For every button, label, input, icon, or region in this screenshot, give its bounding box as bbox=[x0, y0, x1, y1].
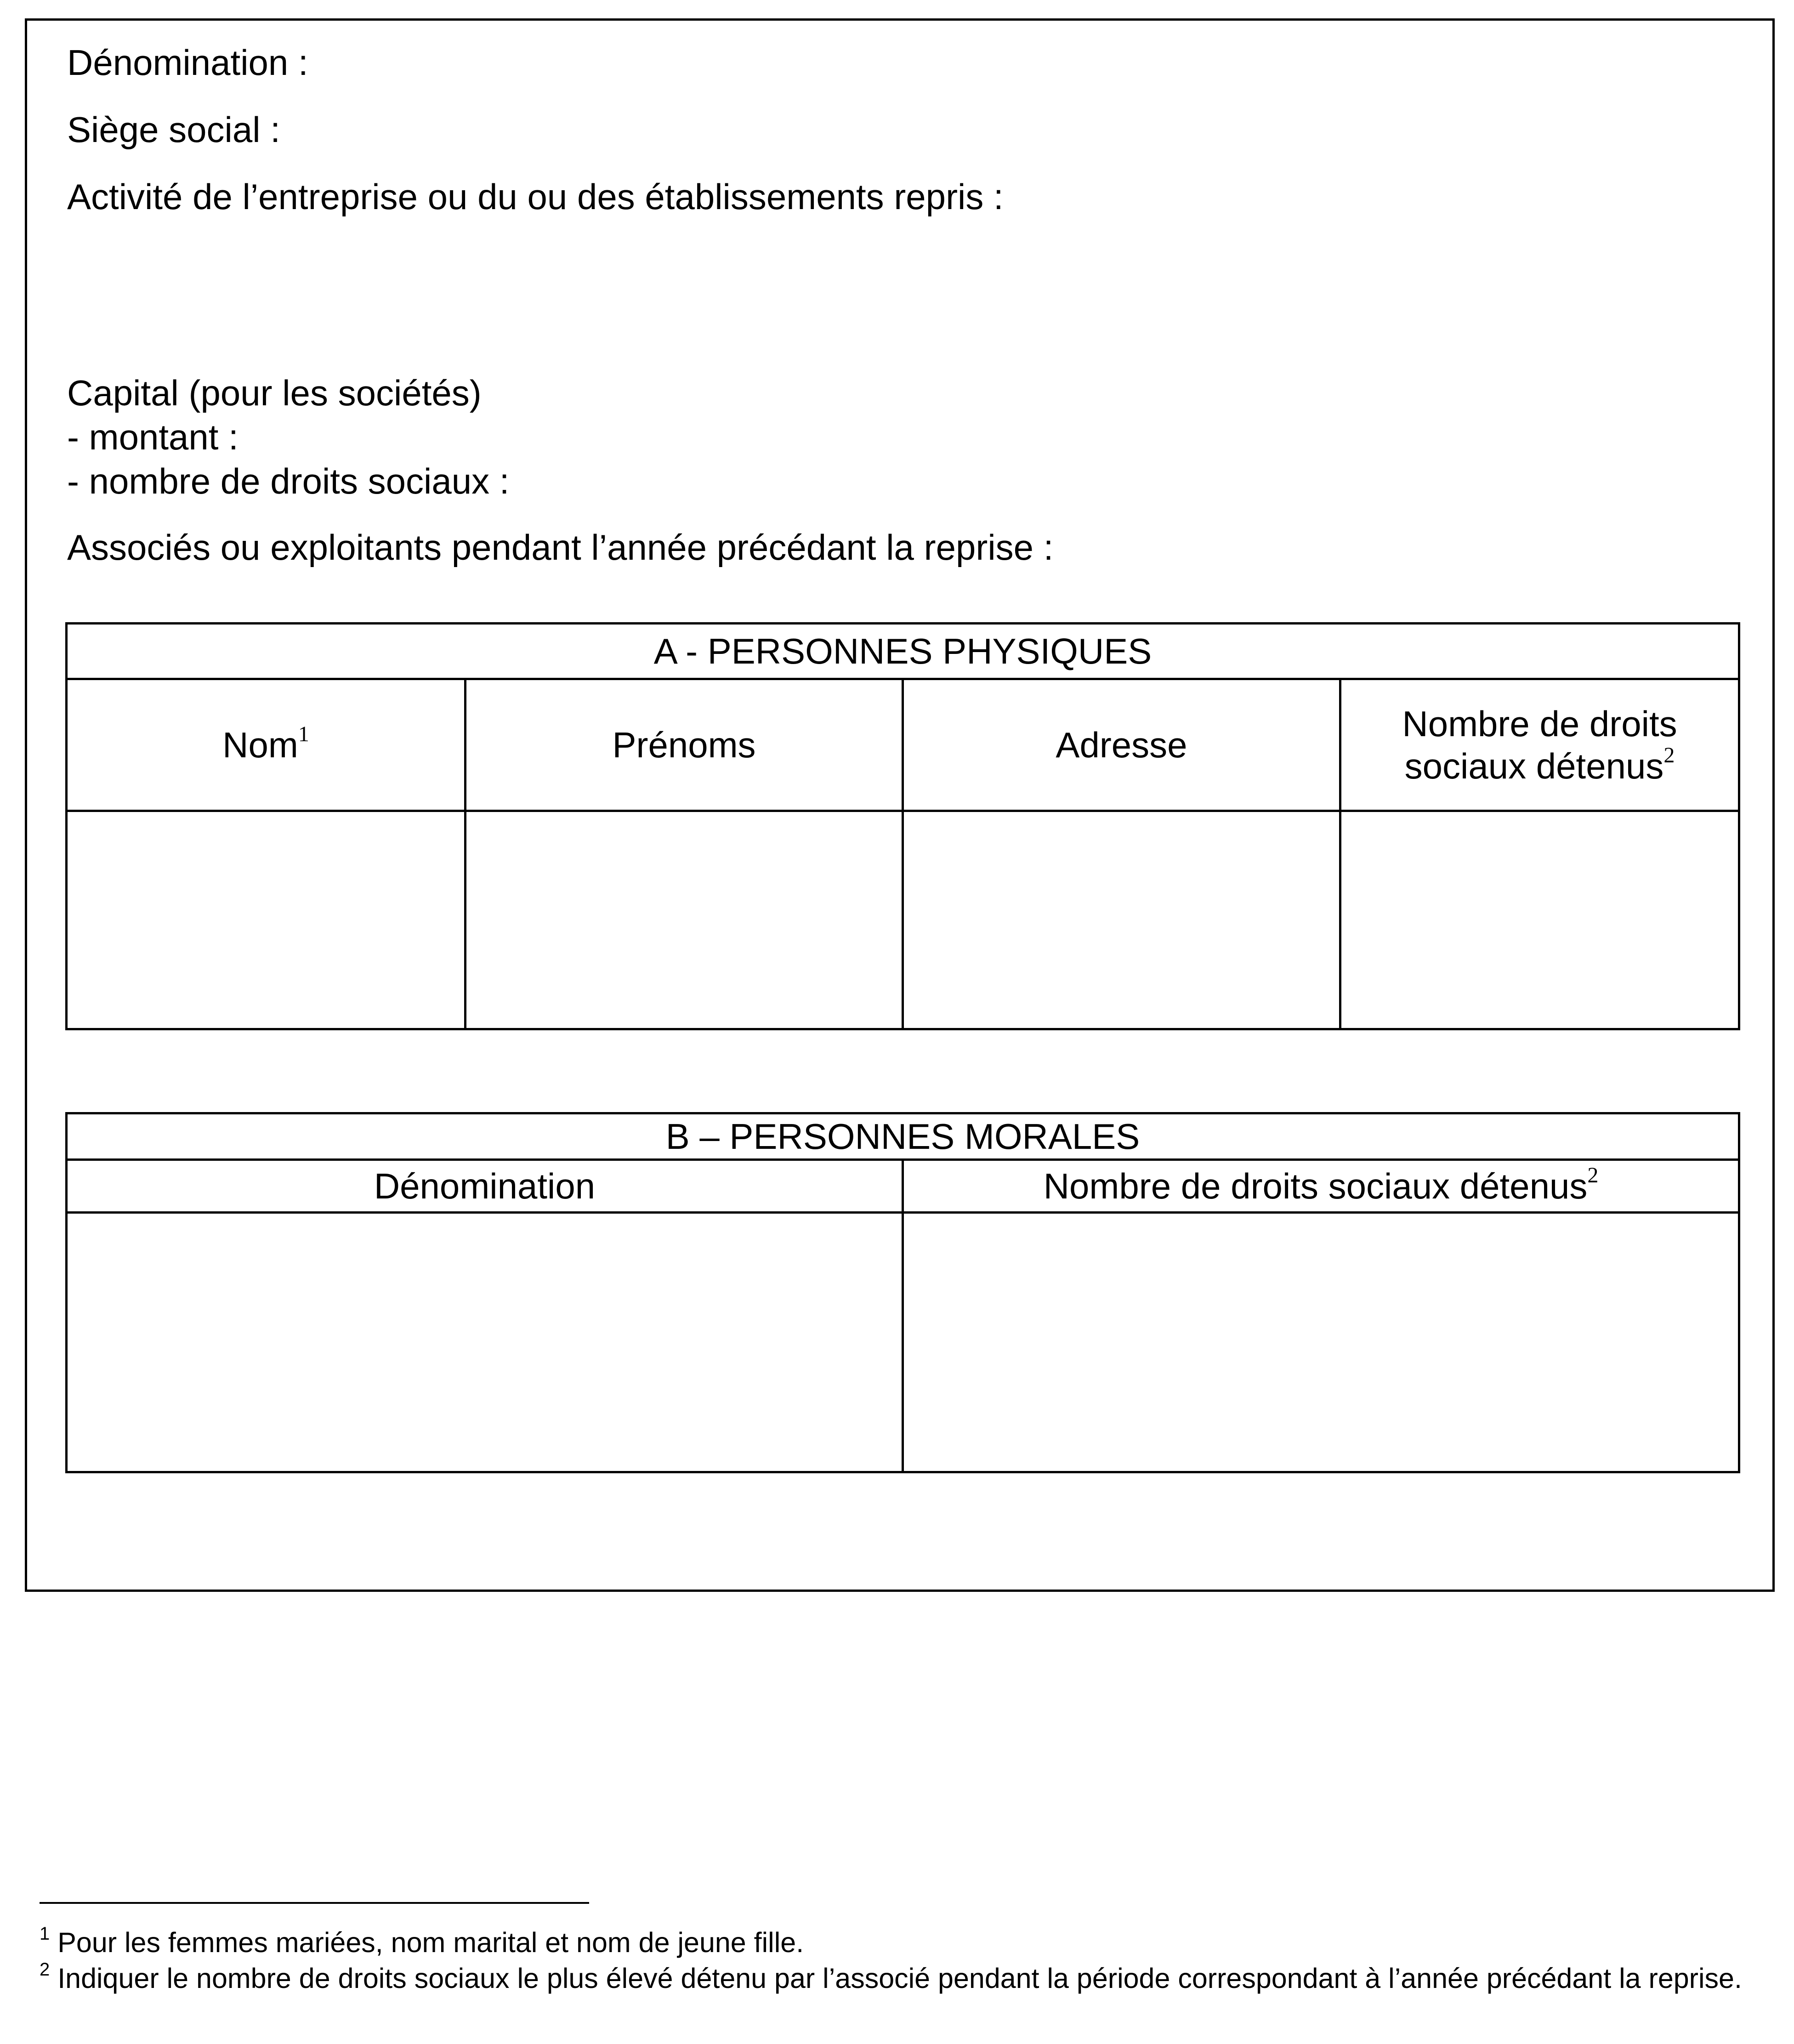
montant-label: - montant : bbox=[67, 417, 238, 457]
footnote-1 bbox=[40, 1925, 1767, 1960]
siege-social-label: Siège social : bbox=[67, 109, 280, 150]
droits-sociaux-label: - nombre de droits sociaux : bbox=[67, 461, 510, 501]
footnote-separator bbox=[40, 1902, 589, 1904]
footnote-ref-2: 2 bbox=[1663, 743, 1675, 767]
associes-label: Associés ou exploitants pendant l’année précédant la reprise : bbox=[67, 527, 1054, 568]
table-b-title: B – PERSONNES MORALES bbox=[67, 1113, 1739, 1160]
cell-denomination[interactable] bbox=[67, 1213, 903, 1472]
capital-label: Capital (pour les sociétés) bbox=[67, 373, 482, 413]
cell-droits-sociaux[interactable] bbox=[903, 1213, 1739, 1472]
header-droits-line2: sociaux détenus bbox=[1404, 746, 1664, 786]
footnote-2-text: Indiquer le nombre de droits sociaux le plus élevé détenu par l’associé pendant la période correspondant à l’année précédant la reprise. bbox=[57, 1963, 1742, 1994]
cell-prenoms[interactable] bbox=[466, 811, 903, 1029]
header-prenoms: Prénoms bbox=[466, 679, 903, 811]
footnote-ref-1: 1 bbox=[298, 722, 309, 746]
header-adresse: Adresse bbox=[903, 679, 1340, 811]
footnote-ref-2b: 2 bbox=[1587, 1163, 1599, 1187]
header-droits-line1: Nombre de droits bbox=[1402, 704, 1677, 744]
header-nom-label: Nom bbox=[222, 725, 298, 765]
table-personnes-morales bbox=[65, 1112, 1740, 1473]
cell-adresse[interactable] bbox=[903, 811, 1340, 1029]
header-nom bbox=[67, 679, 466, 811]
header-droits-sociaux-detenus bbox=[903, 1160, 1739, 1213]
cell-droits-detenus[interactable] bbox=[1340, 811, 1739, 1029]
cell-nom[interactable] bbox=[67, 811, 466, 1029]
header-droits-detenus bbox=[1340, 679, 1739, 811]
footnote-2-marker: 2 bbox=[40, 1959, 50, 1980]
header-droits-label: Nombre de droits sociaux détenus bbox=[1043, 1166, 1588, 1206]
header-denomination: Dénomination bbox=[67, 1160, 903, 1213]
footnote-2 bbox=[40, 1960, 1767, 1996]
table-a-title: A - PERSONNES PHYSIQUES bbox=[67, 624, 1739, 679]
activite-label: Activité de l’entreprise ou du ou des établissements repris : bbox=[67, 176, 1004, 217]
footnote-1-marker: 1 bbox=[40, 1923, 50, 1944]
footnote-1-text: Pour les femmes mariées, nom marital et nom de jeune fille. bbox=[57, 1927, 804, 1958]
table-personnes-physiques bbox=[65, 622, 1740, 1030]
denomination-label: Dénomination : bbox=[67, 42, 308, 83]
